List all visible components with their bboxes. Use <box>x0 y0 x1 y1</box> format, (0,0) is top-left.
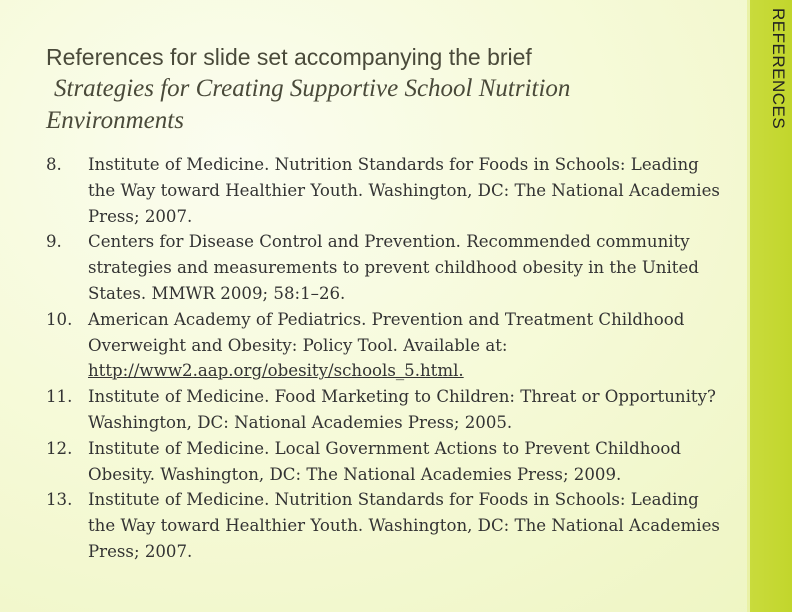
title-line-1: References for slide set accompanying the brief <box>46 44 532 70</box>
references-side-label: REFERENCES <box>769 8 788 130</box>
title-line-2: Strategies for Creating Supportive School Nutrition <box>54 75 571 102</box>
reference-text: Centers for Disease Control and Prevention. Recommended community strategies and measurements to prevent childhood obesity in the United States. MMWR 2009; 58:1–26. <box>88 232 699 303</box>
side-band <box>750 0 792 612</box>
reference-item-13 <box>46 487 726 564</box>
reference-number: 12. <box>46 438 73 458</box>
reference-item-11 <box>46 384 726 436</box>
reference-item-9 <box>46 229 726 306</box>
reference-number: 9. <box>46 232 62 252</box>
reference-number: 11. <box>46 387 73 407</box>
aap-policy-tool-link[interactable]: http://www2.aap.org/obesity/schools_5.html. <box>88 361 464 381</box>
reference-number: 13. <box>46 490 73 510</box>
reference-text: American Academy of Pediatrics. Prevention and Treatment Childhood Overweight and Obesity: Policy Tool. Available at: <box>88 309 685 355</box>
reference-text: Institute of Medicine. Food Marketing to Children: Threat or Opportunity? Washington, DC: National Academies Press; 2005. <box>88 387 716 432</box>
reference-text: Institute of Medicine. Nutrition Standards for Foods in Schools: Leading the Way toward Healthier Youth. Washington, DC: The National Academies Press; 2007. <box>88 155 720 226</box>
reference-number: 8. <box>46 155 62 174</box>
reference-number: 10. <box>46 309 73 329</box>
reference-item-10 <box>46 307 726 384</box>
title-line-3: Environments <box>46 107 184 134</box>
reference-item-8 <box>46 152 726 229</box>
reference-list <box>46 152 726 565</box>
reference-text: Institute of Medicine. Nutrition Standards for Foods in Schools: Leading the Way toward Healthier Youth. Washington, DC: The National Academies Press; 2007. <box>88 490 720 561</box>
slide-title <box>46 42 726 136</box>
reference-text: Institute of Medicine. Local Government Actions to Prevent Childhood Obesity. Washington, DC: The National Academies Press; 2009. <box>88 438 681 484</box>
reference-item-12 <box>46 436 726 488</box>
